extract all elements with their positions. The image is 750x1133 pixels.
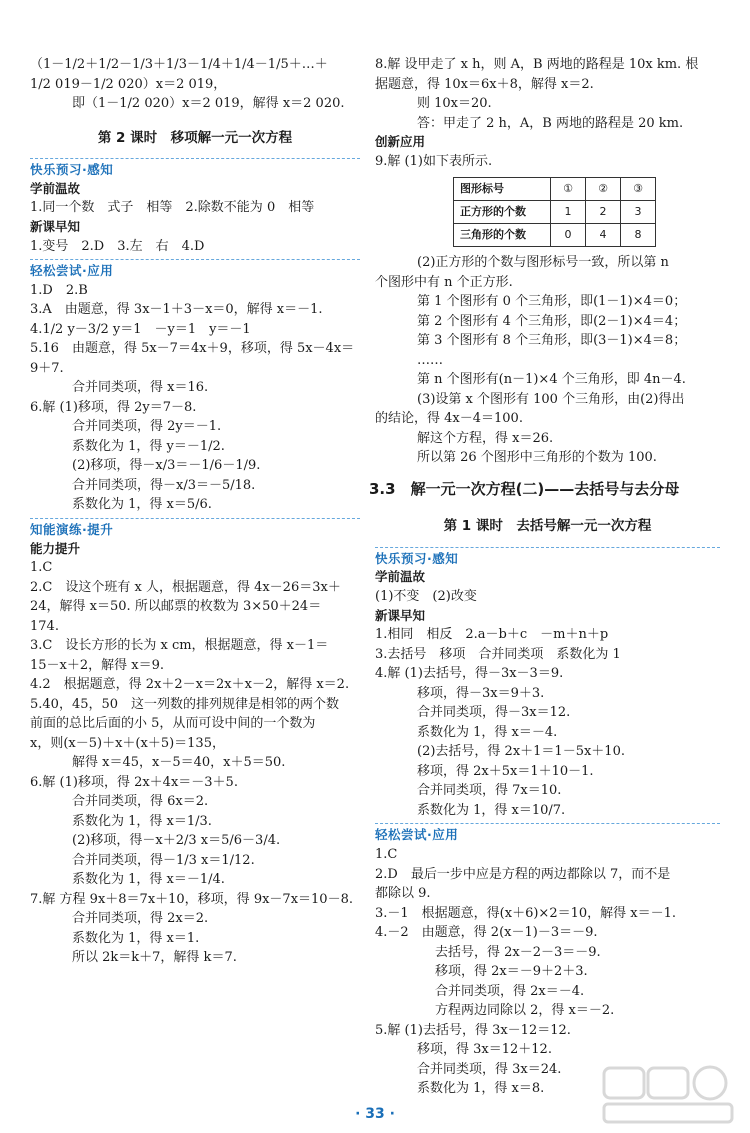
table-header-cell: ③	[621, 178, 656, 201]
table-cell: 2	[586, 201, 621, 224]
answer-line: 系数化为 1，得 x＝－4.	[417, 724, 558, 740]
answer-line: 1.D 2.B	[30, 282, 88, 298]
table-cell: 正方形的个数	[454, 201, 551, 224]
subsection-label: 能力提升	[30, 540, 81, 556]
answer-line: 5.解 (1)去括号，得 3x－12＝12.	[375, 1022, 571, 1038]
subsection-label: 新课早知	[30, 218, 81, 234]
answer-line: 移项，得－3x＝9＋3.	[417, 685, 545, 701]
answer-line: 系数化为 1，得 x＝－1/4.	[72, 872, 225, 888]
table-cell: 1	[551, 201, 586, 224]
left-column	[30, 55, 360, 968]
answer-line: (2)去括号，得 2x＋1＝1－5x＋10.	[417, 744, 625, 760]
answer-line: (2)移项，得－x＋2/3 x＝5/6－3/4.	[72, 833, 281, 849]
section-banner: 知能演练·提升	[30, 518, 360, 540]
answer-line: 15－x＋2，解得 x＝9.	[30, 657, 165, 673]
table-header-cell: ②	[586, 178, 621, 201]
answer-line: (1)不变 (2)改变	[375, 589, 477, 604]
answer-line: 6.解 (1)移项，得 2x＋4x＝－3＋5.	[30, 774, 238, 790]
answer-line: 2.D 最后一步中应是方程的两边都除以 7，而不是	[375, 866, 671, 882]
answer-line: 第 1 个图形有 0 个三角形，即(1－1)×4＝0；	[417, 294, 687, 310]
answer-line: 4.－2 由题意，得 2(x－1)－3＝－9.	[375, 925, 598, 940]
answer-line: 1/2 019－1/2 020）x＝2 019，	[30, 76, 227, 92]
subsection-label: 创新应用	[375, 134, 426, 149]
section-title: 3.3 解一元一次方程(二)——去括号与去分母	[369, 479, 680, 498]
answer-line: x，则(x－5)＋x＋(x＋5)＝135，	[30, 735, 225, 751]
answer-line: 5.16 由题意，得 5x－7＝4x＋9，移项，得 5x－4x＝	[30, 341, 355, 357]
answer-line: 解得 x＝45，x－5＝40，x＋5＝50.	[72, 755, 286, 771]
answer-line: 1.C	[375, 847, 398, 862]
answer-line: 合并同类项，得－3x＝12.	[417, 705, 571, 721]
answer-line: 移项，得 2x＋5x＝1＋10－1.	[417, 763, 594, 779]
answer-line: 4.解 (1)去括号，得－3x－3＝9.	[375, 666, 564, 682]
answer-line: 5.40，45，50 这一列数的排列规律是相邻的两个数	[30, 696, 340, 712]
answer-line: 1.变号 2.D 3.左 右 4.D	[30, 238, 205, 254]
answer-line: 则 10x＝20.	[417, 96, 492, 111]
table-row	[454, 224, 656, 247]
answer-line: 合并同类项，得－1/3 x＝1/12.	[72, 852, 255, 868]
answer-line: 1.相同 相反 2.a－b＋c －m＋n＋p	[375, 627, 609, 643]
answer-line: (2)正方形的个数与图形标号一致，所以第 n	[417, 255, 669, 271]
answer-line: 合并同类项，得 x＝16.	[72, 380, 209, 396]
table-cell: 8	[621, 224, 656, 247]
table-header-cell: 图形标号	[454, 178, 551, 201]
answer-line: （1－1/2＋1/2－1/3＋1/3－1/4＋1/4－1/5＋…＋	[30, 57, 328, 72]
answer-line: 即（1－1/2 020）x＝2 019，解得 x＝2 020.	[72, 96, 345, 111]
answer-line: 3.C 设长方形的长为 x cm，根据题意，得 x－1＝	[30, 638, 329, 654]
answer-watermark-logo	[598, 1062, 738, 1126]
table-row	[454, 201, 656, 224]
answer-line: 系数化为 1，得 x＝10/7.	[417, 802, 566, 818]
answer-line: 4.1/2 y－3/2 y＝1 －y＝1 y＝－1	[30, 321, 251, 337]
subsection-label: 新课早知	[375, 607, 426, 623]
answer-line: 所以第 26 个图形中三角形的个数为 100.	[417, 450, 657, 466]
lesson-title: 第 1 课时 去括号解一元一次方程	[443, 518, 652, 535]
section-banner: 轻松尝试·应用	[375, 823, 720, 845]
answer-line: 都除以 9.	[375, 886, 431, 901]
answer-line: 174.	[30, 618, 59, 634]
answer-line: 第 n 个图形有(n－1)×4 个三角形，即 4n－4.	[417, 372, 686, 388]
answer-line: 合并同类项，得 2x＝－4.	[435, 983, 585, 999]
answer-line: 9.解 (1)如下表所示.	[375, 153, 493, 169]
lesson-title: 第 2 课时 移项解一元一次方程	[97, 129, 293, 146]
answer-line: 个图形中有 n 个正方形.	[375, 274, 513, 290]
page-number: · 33 ·	[355, 1106, 395, 1122]
table-cell: 4	[586, 224, 621, 247]
answer-line: 系数化为 1，得 x＝5/6.	[72, 497, 212, 513]
pattern-table	[453, 177, 656, 247]
answer-line: 合并同类项，得 3x＝24.	[417, 1061, 562, 1077]
answer-line: 系数化为 1，得 y＝－1/2.	[72, 438, 225, 454]
answer-line: 第 3 个图形有 8 个三角形，即(3－1)×4＝8；	[417, 333, 687, 349]
answer-line: (3)设第 x 个图形有 100 个三角形，由(2)得出	[417, 391, 685, 407]
answer-line: ……	[417, 352, 443, 368]
answer-line: 系数化为 1，得 x＝1.	[72, 930, 200, 946]
answer-line: 据题意，得 10x＝6x＋8，解得 x＝2.	[375, 76, 594, 92]
answer-line: 系数化为 1，得 x＝8.	[417, 1081, 545, 1096]
answer-line: 移项，得 3x＝12＋12.	[417, 1042, 552, 1057]
section-banner: 快乐预习·感知	[30, 158, 360, 180]
answer-line: (2)移项，得－x/3＝－1/6－1/9.	[72, 458, 261, 474]
answer-line: 3.A 由题意，得 3x－1＋3－x＝0，解得 x＝－1.	[30, 302, 323, 318]
subsection-label: 学前温故	[30, 180, 81, 196]
answer-line: 3.－1 根据题意，得(x＋6)×2＝10，解得 x＝－1.	[375, 905, 676, 921]
answer-line: 解这个方程，得 x＝26.	[417, 430, 554, 446]
answer-line: 去括号，得 2x－2－3＝－9.	[435, 944, 601, 960]
right-column	[369, 55, 720, 1099]
answer-line: 2.C 设这个班有 x 人，根据题意，得 4x－26＝3x＋	[30, 579, 341, 595]
answer-line: 所以 2k＝k＋7，解得 k＝7.	[72, 950, 237, 966]
answer-line: 方程两边同除以 2，得 x＝－2.	[435, 1003, 615, 1018]
answer-line: 4.2 根据题意，得 2x＋2－x＝2x＋x－2，解得 x＝2.	[30, 677, 350, 693]
table-header-cell: ①	[551, 178, 586, 201]
answer-line: 1.同一个数 式子 相等 2.除数不能为 0 相等	[30, 200, 315, 216]
answer-line: 的结论，得 4x－4＝100.	[375, 411, 523, 427]
answer-line: 合并同类项，得 7x＝10.	[417, 783, 562, 799]
answer-line: 系数化为 1，得 x＝1/3.	[72, 813, 212, 829]
table-cell: 3	[621, 201, 656, 224]
answer-line: 24，解得 x＝50. 所以邮票的枚数为 3×50＋24＝	[30, 599, 322, 615]
table-cell: 三角形的个数	[454, 224, 551, 247]
answer-line: 7.解 方程 9x＋8＝7x＋10，移项，得 9x－7x＝10－8.	[30, 891, 353, 907]
answer-line: 移项，得 2x＝－9＋2＋3.	[435, 964, 588, 979]
answer-line: 1.C	[30, 560, 53, 576]
section-banner: 轻松尝试·应用	[30, 259, 360, 281]
answer-line: 第 2 个图形有 4 个三角形，即(2－1)×4＝4；	[417, 313, 687, 329]
answer-line: 3.去括号 移项 合并同类项 系数化为 1	[375, 646, 621, 662]
section-banner: 快乐预习·感知	[375, 547, 720, 569]
answer-line: 合并同类项，得 2y＝－1.	[72, 419, 222, 435]
answer-line: 前面的总比后面的小 5，从而可设中间的一个数为	[30, 716, 316, 732]
subsection-label: 学前温故	[375, 569, 426, 585]
answer-line: 答：甲走了 2 h，A，B 两地的路程是 20 km.	[417, 115, 684, 131]
answer-line: 6.解 (1)移项，得 2y＝7－8.	[30, 399, 197, 415]
answer-line: 合并同类项，得 6x＝2.	[72, 794, 209, 810]
answer-line: 8.解 设甲走了 x h，则 A，B 两地的路程是 10x km. 根	[375, 57, 699, 72]
answer-line: 9＋7.	[30, 360, 64, 376]
answer-line: 合并同类项，得 2x＝2.	[72, 911, 209, 927]
answer-line: 合并同类项，得－x/3＝－5/18.	[72, 477, 256, 493]
table-cell: 0	[551, 224, 586, 247]
